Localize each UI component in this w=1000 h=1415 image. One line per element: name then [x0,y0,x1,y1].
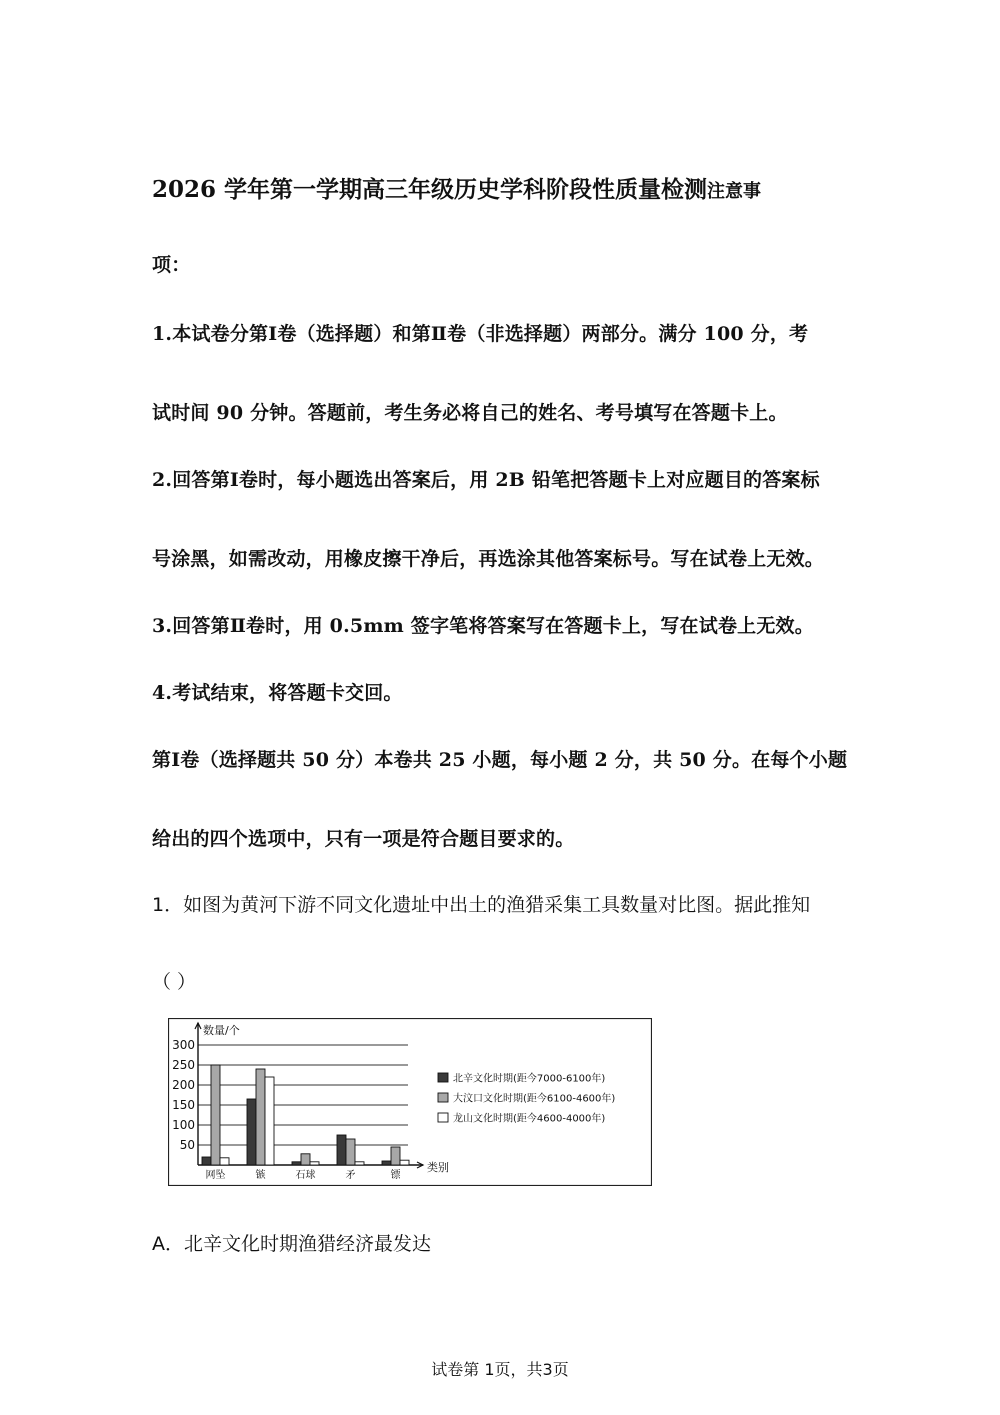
title-main: 2026 学年第一学期高三年级历史学科阶段性质量检测 [152,176,708,203]
bar [220,1158,229,1165]
bar [202,1157,211,1165]
note-line-4: 号涂黑，如需改动，用橡皮擦干净后，再选涂其他答案标号。写在试卷上无效。 [152,548,825,570]
bar [382,1161,391,1165]
bar [337,1135,346,1165]
legend-swatch [438,1113,448,1122]
bar-chart [168,1018,652,1186]
bar [256,1069,265,1165]
y-tick-label: 150 [172,1098,195,1112]
bar [211,1065,220,1165]
legend-label: 龙山文化时期(距今4600-4000年) [453,1113,606,1125]
bar [391,1147,400,1165]
note-line-2: 试时间 90 分钟。答题前，考生务必将自己的姓名、考号填写在答题卡上。 [152,402,788,424]
bar [400,1160,409,1165]
legend-label: 大汶口文化时期(距今6100-4600年) [453,1093,616,1105]
y-tick-label: 50 [179,1138,195,1152]
y-tick-label: 300 [172,1038,195,1052]
category-label: 矛 [345,1170,356,1181]
title-tail: 注意事 [707,181,762,202]
x-axis-label: 类别 [427,1161,449,1174]
bar [265,1077,274,1165]
bar [346,1139,355,1165]
note-line-3: 2.回答第Ⅰ卷时，每小题选出答案后，用 2B 铅笔把答题卡上对应题目的答案标 [152,469,820,491]
note-line-6: 4.考试结束，将答题卡交回。 [152,682,403,704]
legend-label: 北辛文化时期(距今7000-6100年) [453,1073,606,1085]
y-tick-label: 200 [172,1078,195,1092]
note-line-5: 3.回答第Ⅱ卷时，用 0.5mm 签字笔将答案写在答题卡上，写在试卷上无效。 [152,615,814,637]
bar [310,1162,319,1165]
category-label: 镖 [390,1170,401,1181]
title-continuation: 项： [152,254,191,276]
legend-swatch [438,1073,448,1082]
bar [292,1162,301,1165]
category-label: 网坠 [205,1170,226,1181]
question-1-blank: （ ） [152,971,197,993]
section-intro-2: 给出的四个选项中，只有一项是符合题目要求的。 [152,828,575,850]
bar [355,1162,364,1165]
document-title [152,171,761,204]
section-intro-1: 第Ⅰ卷（选择题共 50 分）本卷共 25 小题，每小题 2 分，共 50 分。在每个小题 [152,749,848,771]
bar [301,1154,310,1165]
y-tick-label: 250 [172,1058,195,1072]
category-label: 镞 [255,1170,266,1181]
y-tick-label: 100 [172,1118,195,1132]
note-line-1: 1.本试卷分第Ⅰ卷（选择题）和第Ⅱ卷（非选择题）两部分。满分 100 分，考 [152,323,809,345]
category-label: 石球 [295,1170,316,1181]
question-1-stem: 1．如图为黄河下游不同文化遗址中出土的渔猎采集工具数量对比图。据此推知 [152,894,811,916]
option-a: A．北辛文化时期渔猎经济最发达 [152,1233,431,1255]
y-axis-label: 数量/个 [203,1024,240,1037]
page-footer: 试卷第 1页，共3页 [431,1360,569,1379]
legend-swatch [438,1093,448,1102]
bar [247,1099,256,1165]
